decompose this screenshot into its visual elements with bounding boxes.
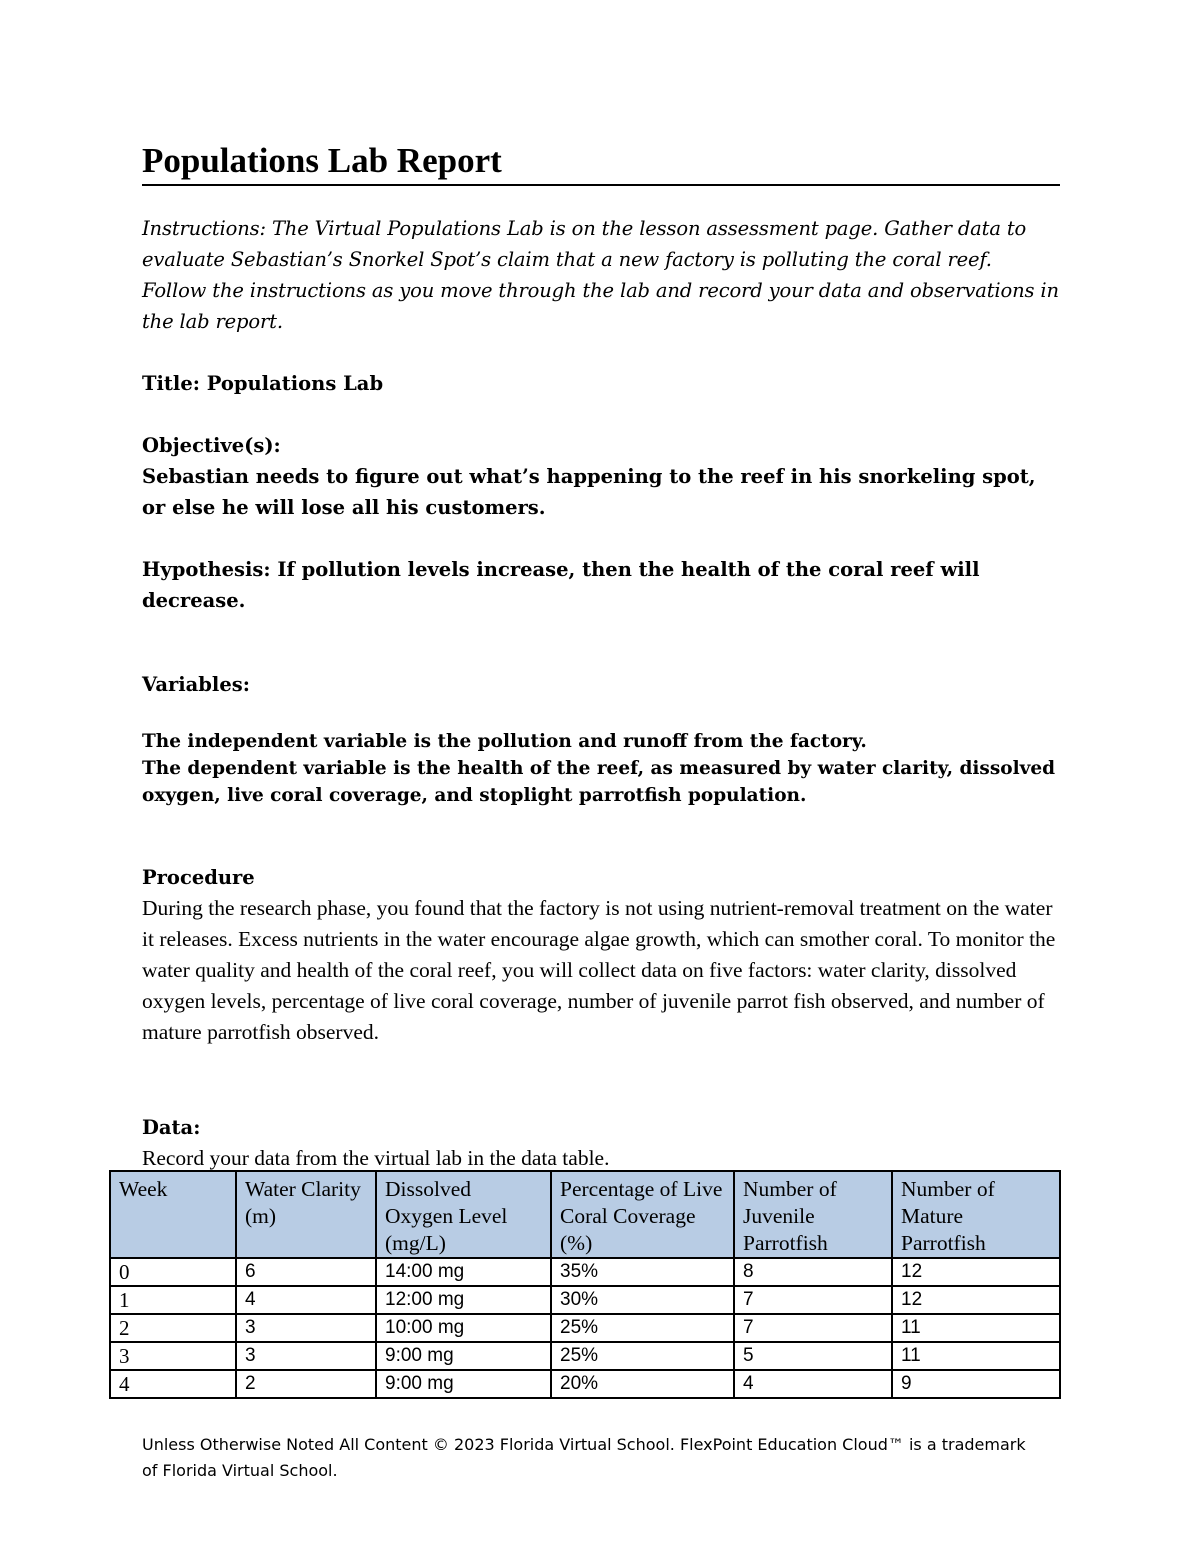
page-title: Populations Lab Report xyxy=(142,140,1060,186)
header-live-coral: Percentage of Live Coral Coverage (%) xyxy=(551,1171,734,1258)
document-page xyxy=(142,140,1060,1174)
cell-live-coral: 20% xyxy=(551,1370,734,1398)
cell-juvenile: 8 xyxy=(734,1258,892,1286)
cell-juvenile: 5 xyxy=(734,1342,892,1370)
hypothesis: Hypothesis: If pollution levels increase, then the health of the coral reef will decrease. xyxy=(142,558,980,612)
instructions-paragraph: Instructions: The Virtual Populations Lab is on the lesson assessment page. Gather data to evaluate Sebastian’s Snorkel Spot’s claim that a new factory is polluting the coral reef. Follow the instructions as you move through the lab and record your data and observations in the lab report. xyxy=(142,217,1059,333)
cell-mature: 11 xyxy=(892,1342,1060,1370)
variables-label: Variables: xyxy=(142,673,250,696)
cell-week: 3 xyxy=(110,1342,236,1370)
copyright-footer: Unless Otherwise Noted All Content © 2023 Florida Virtual School. FlexPoint Education Cloud™ is a trademark of Florida Virtual School. xyxy=(142,1435,1026,1480)
cell-dissolved-oxygen: 10:00 mg xyxy=(376,1314,551,1342)
procedure-text: During the research phase, you found that the factory is not using nutrient-removal treatment on the water it releases. Excess nutrients in the water encourage algae growth, which can smother coral. To monitor the water quality and health of the coral reef, you will collect data on five factors: water clarity, dissolved oxygen levels, percentage of live coral coverage, number of juvenile parrot fish observed, and number of mature parrotfish observed. xyxy=(142,896,1056,1044)
cell-juvenile: 7 xyxy=(734,1314,892,1342)
data-table xyxy=(109,1170,1061,1399)
header-juvenile-parrotfish: Number of Juvenile Parrotfish xyxy=(734,1171,892,1258)
cell-week: 1 xyxy=(110,1286,236,1314)
cell-water-clarity: 3 xyxy=(236,1314,376,1342)
cell-mature: 12 xyxy=(892,1286,1060,1314)
table-row xyxy=(110,1314,1060,1342)
table-header-row xyxy=(110,1171,1060,1258)
table-row xyxy=(110,1370,1060,1398)
cell-juvenile: 7 xyxy=(734,1286,892,1314)
dependent-variable: The dependent variable is the health of the reef, as measured by water clarity, dissolved oxygen, live coral coverage, and stoplight parrotfish population. xyxy=(142,758,1056,806)
independent-variable: The independent variable is the pollution and runoff from the factory. xyxy=(142,731,867,752)
data-label: Data: xyxy=(142,1116,201,1139)
data-instructions: Record your data from the virtual lab in the data table. xyxy=(142,1146,610,1170)
cell-water-clarity: 2 xyxy=(236,1370,376,1398)
cell-dissolved-oxygen: 14:00 mg xyxy=(376,1258,551,1286)
procedure-label: Procedure xyxy=(142,866,255,889)
table-row xyxy=(110,1258,1060,1286)
objective-text: Sebastian needs to figure out what’s happening to the reef in his snorkeling spot, or else he will lose all his customers. xyxy=(142,465,1036,519)
cell-water-clarity: 4 xyxy=(236,1286,376,1314)
cell-mature: 12 xyxy=(892,1258,1060,1286)
objective-label: Objective(s): xyxy=(142,434,281,457)
cell-mature: 11 xyxy=(892,1314,1060,1342)
cell-week: 4 xyxy=(110,1370,236,1398)
cell-mature: 9 xyxy=(892,1370,1060,1398)
cell-live-coral: 25% xyxy=(551,1342,734,1370)
cell-dissolved-oxygen: 9:00 mg xyxy=(376,1370,551,1398)
header-week: Week xyxy=(110,1171,236,1258)
cell-water-clarity: 3 xyxy=(236,1342,376,1370)
table-row xyxy=(110,1286,1060,1314)
cell-live-coral: 30% xyxy=(551,1286,734,1314)
cell-dissolved-oxygen: 9:00 mg xyxy=(376,1342,551,1370)
cell-dissolved-oxygen: 12:00 mg xyxy=(376,1286,551,1314)
table-row xyxy=(110,1342,1060,1370)
header-dissolved-oxygen: Dissolved Oxygen Level (mg/L) xyxy=(376,1171,551,1258)
cell-week: 0 xyxy=(110,1258,236,1286)
report-title: Title: Populations Lab xyxy=(142,372,384,395)
cell-live-coral: 25% xyxy=(551,1314,734,1342)
cell-water-clarity: 6 xyxy=(236,1258,376,1286)
header-mature-parrotfish: Number of Mature Parrotfish xyxy=(892,1171,1060,1258)
cell-live-coral: 35% xyxy=(551,1258,734,1286)
cell-week: 2 xyxy=(110,1314,236,1342)
cell-juvenile: 4 xyxy=(734,1370,892,1398)
header-water-clarity: Water Clarity (m) xyxy=(236,1171,376,1258)
